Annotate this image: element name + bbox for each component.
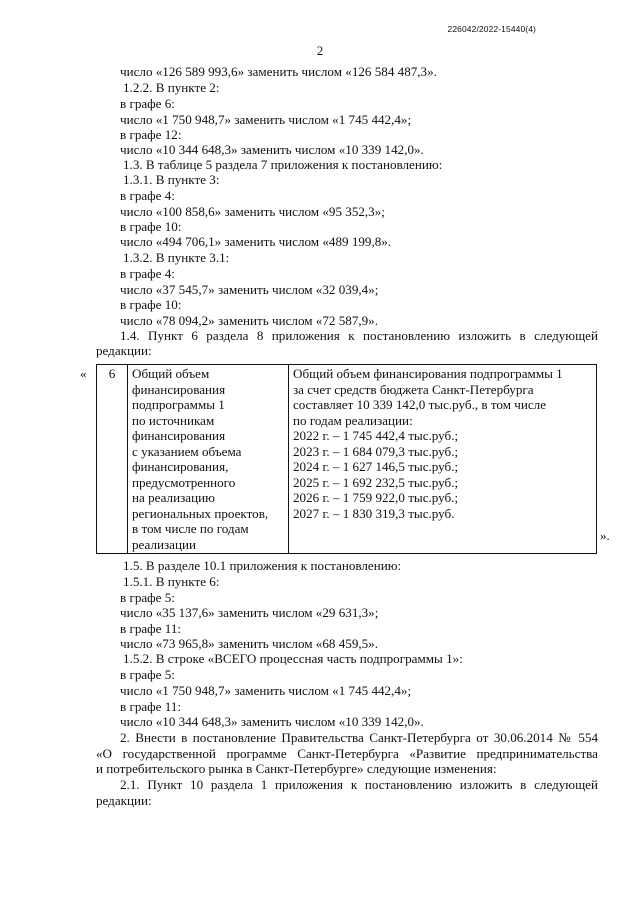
cell-line: региональных проектов, (132, 505, 269, 521)
cell-line: за счет средств бюджета Санкт-Петербурга (293, 381, 534, 397)
cell-line: 2025 г. – 1 692 232,5 тыс.руб.; (293, 474, 459, 490)
text-line: в графе 11: (120, 621, 181, 636)
cell-line: 2027 г. – 1 830 319,3 тыс.руб. (293, 505, 455, 521)
paragraph-line: редакции: (96, 793, 152, 808)
text-line: 1.3.2. В пункте 3.1: (123, 250, 230, 265)
cell-line: подпрограммы 1 (132, 397, 225, 412)
cell-line: с указанием объема (132, 443, 242, 459)
text-line: в графе 4: (120, 188, 175, 203)
text-line: число «10 344 648,3» заменить числом «10 339 142,0». (120, 714, 424, 729)
cell-line: 2022 г. – 1 745 442,4 тыс.руб.; (293, 428, 459, 443)
paragraph-line: и потребительского рынка в Санкт-Петербурге» следующие изменения: (96, 761, 497, 776)
text-line: число «1 750 948,7» заменить числом «1 745 442,4»; (120, 112, 412, 127)
cell-line: предусмотренного (132, 474, 236, 490)
text-line: в графе 5: (120, 667, 175, 682)
text-line: 1.3. В таблице 5 раздела 7 приложения к постановлению: (123, 157, 443, 172)
cell-line: финансирования (132, 381, 226, 397)
cell-line: финансирования (132, 428, 226, 443)
item-content-cell (289, 365, 597, 554)
text-line: 1.3.1. В пункте 3: (123, 172, 220, 187)
paragraph-line: 1.4. Пункт 6 раздела 8 приложения к постановлению изложить в следующей (120, 328, 598, 343)
text-line: 1.5.1. В пункте 6: (123, 574, 220, 589)
paragraph-line: редакции: (96, 343, 152, 358)
financing-table (96, 364, 597, 554)
closing-quote: ». (600, 528, 610, 543)
text-line: число «10 344 648,3» заменить числом «10 339 142,0». (120, 142, 424, 157)
page-number: 2 (316, 43, 324, 58)
cell-line: Общий объем финансирования подпрограммы 1 (293, 366, 563, 381)
text-line: в графе 4: (120, 266, 175, 281)
table-row (97, 365, 597, 554)
text-line: в графе 10: (120, 219, 182, 234)
text-line: 1.5.2. В строке «ВСЕГО процессная часть подпрограммы 1»: (123, 651, 463, 666)
cell-line: на реализацию (132, 490, 215, 505)
cell-line: по годам реализации: (293, 412, 413, 428)
text-line: число «1 750 948,7» заменить числом «1 745 442,4»; (120, 683, 412, 698)
text-line: в графе 6: (120, 96, 175, 111)
text-line: в графе 5: (120, 590, 175, 605)
item-name-cell (128, 365, 289, 554)
text-line: в графе 12: (120, 127, 182, 142)
text-line: число «37 545,7» заменить числом «32 039,4»; (120, 282, 379, 297)
cell-line: в том числе по годам (132, 521, 249, 536)
text-line: число «73 965,8» заменить числом «68 459,5». (120, 636, 379, 651)
cell-line: финансирования, (132, 459, 229, 474)
text-line: число «78 094,2» заменить числом «72 587,9». (120, 313, 379, 328)
text-line: в графе 11: (120, 699, 181, 714)
text-line: число «100 858,6» заменить числом «95 352,3»; (120, 204, 385, 219)
cell-line: по источникам (132, 412, 215, 428)
text-line: 1.2.2. В пункте 2: (123, 80, 220, 95)
text-line: 1.5. В разделе 10.1 приложения к постановлению: (123, 558, 402, 573)
cell-line: 2026 г. – 1 759 922,0 тыс.руб.; (293, 490, 459, 505)
paragraph-line: 2.1. Пункт 10 раздела 1 приложения к постановлению изложить в следующей (120, 777, 598, 792)
text-line: число «126 589 993,6» заменить числом «126 584 487,3». (120, 64, 437, 79)
paragraph-line: 2. Внести в постановление Правительства Санкт-Петербурга от 30.06.2014 № 554 (120, 730, 598, 745)
cell-line: составляет 10 339 142,0 тыс.руб., в том числе (293, 397, 547, 412)
document-number: 226042/2022-15440(4) (447, 24, 536, 34)
paragraph-line: «О государственной программе Санкт-Петербурга «Развитие предпринимательства (96, 746, 598, 761)
cell-line: Общий объем (132, 366, 210, 381)
text-line: число «35 137,6» заменить числом «29 631,3»; (120, 605, 379, 620)
cell-line: 2024 г. – 1 627 146,5 тыс.руб.; (293, 459, 459, 474)
cell-line: реализации (132, 536, 196, 552)
item-number-cell: 6 (97, 365, 128, 554)
cell-line: 2023 г. – 1 684 079,3 тыс.руб.; (293, 443, 459, 459)
text-line: число «494 706,1» заменить числом «489 199,8». (120, 234, 392, 249)
opening-quote: « (80, 366, 87, 381)
text-line: в графе 10: (120, 297, 182, 312)
